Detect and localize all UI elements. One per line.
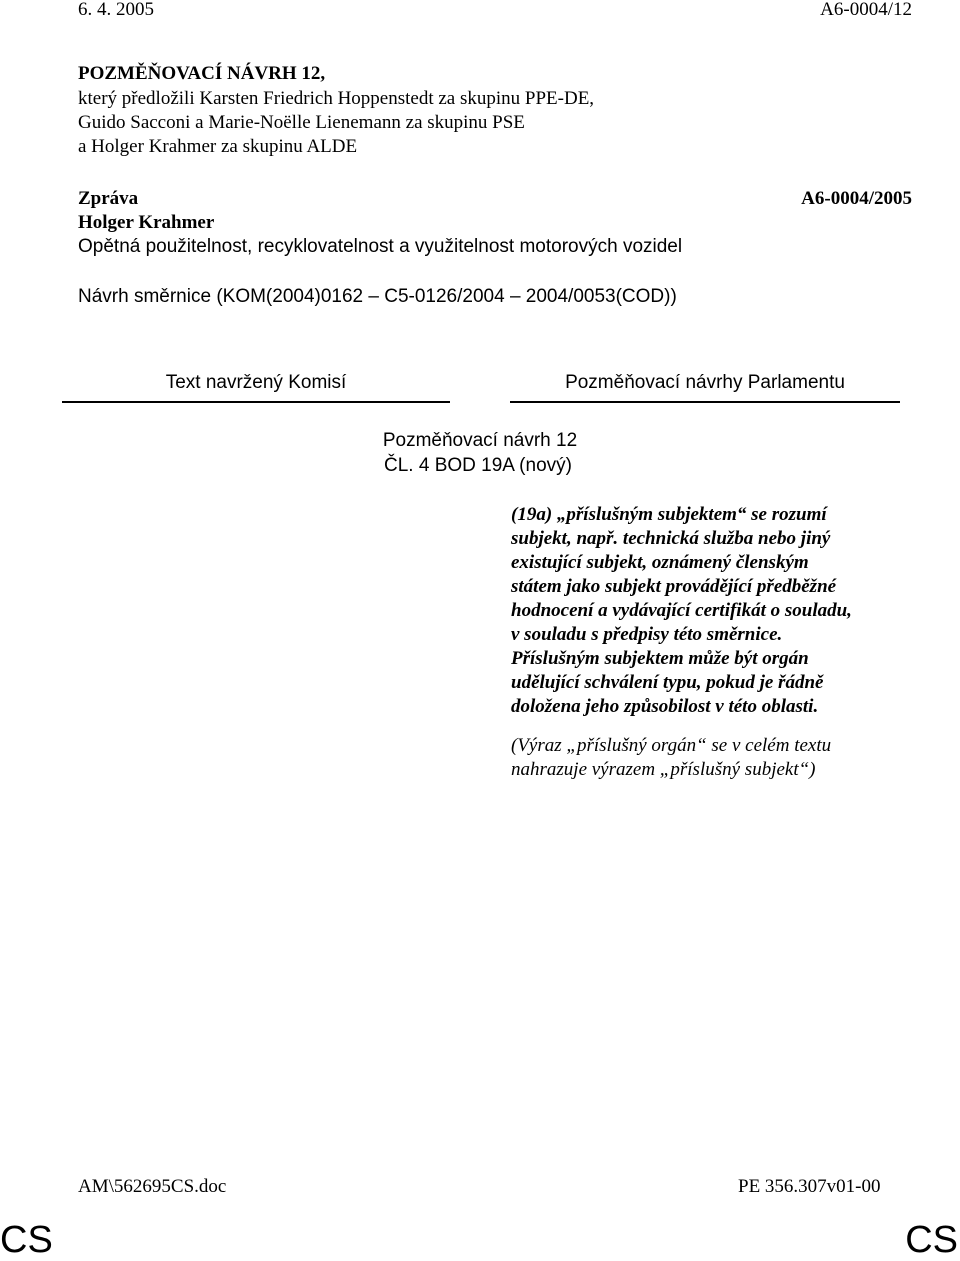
footer-file-name: AM\562695CS.doc	[78, 1176, 227, 1197]
right-column-rule	[510, 401, 900, 403]
tabled-by-line: a Holger Krahmer za skupinu ALDE	[78, 136, 358, 157]
report-label: Zpráva	[78, 188, 139, 209]
amendment-heading: POZMĚŇOVACÍ NÁVRH 12,	[78, 63, 326, 84]
tabled-by-line: který předložili Karsten Friedrich Hoppenstedt za skupinu PPE-DE,	[78, 88, 595, 109]
commission-text-heading: Text navržený Komisí	[165, 372, 347, 393]
language-code-left: CS	[0, 1219, 53, 1261]
parliament-amendments-heading: Pozměňovací návrhy Parlamentu	[565, 372, 845, 393]
amendment-note	[511, 734, 921, 782]
amendment-text-line: (19a) „příslušným subjektem“ se rozumí	[511, 504, 827, 525]
amendment-note-line: nahrazuje výrazem „příslušný subjekt“)	[511, 759, 816, 780]
footer-pe-number: PE 356.307v01-00	[738, 1176, 881, 1197]
amendment-text-line: státem jako subjekt provádějící předběžné	[511, 576, 837, 597]
amendment-text-line: subjekt, např. technická služba nebo jiný	[511, 528, 831, 549]
amendment-text-line: hodnocení a vydávající certifikát o souladu,	[511, 600, 852, 621]
header-date: 6. 4. 2005	[78, 0, 154, 20]
report-subject: Opětná použitelnost, recyklovatelnost a využitelnost motorových vozidel	[78, 236, 683, 257]
language-code-right: CS	[905, 1219, 958, 1261]
tabled-by-line: Guido Sacconi a Marie-Noëlle Lienemann za skupinu PSE	[78, 112, 525, 133]
proposal-reference: Návrh směrnice (KOM(2004)0162 – C5-0126/2004 – 2004/0053(COD))	[78, 286, 677, 307]
amendment-text	[511, 503, 921, 719]
amendment-text-line: doložena jeho způsobilost v této oblasti.	[511, 696, 819, 717]
amendment-text-line: v souladu s předpisy této směrnice.	[511, 624, 783, 645]
amendment-text-line: udělující schválení typu, pokud je řádně	[511, 672, 824, 693]
amendment-text-line: existující subjekt, oznámený členským	[511, 552, 809, 573]
left-column-rule	[62, 401, 450, 403]
amendment-label: Pozměňovací návrh 12	[382, 430, 578, 451]
article-reference: ČL. 4 BOD 19A (nový)	[384, 455, 572, 476]
header-document-reference: A6-0004/12	[820, 0, 912, 20]
rapporteur-name: Holger Krahmer	[78, 212, 215, 233]
report-number: A6-0004/2005	[801, 188, 912, 209]
amendment-note-line: (Výraz „příslušný orgán“ se v celém textu	[511, 735, 832, 756]
amendment-text-line: Příslušným subjektem může být orgán	[511, 648, 809, 669]
